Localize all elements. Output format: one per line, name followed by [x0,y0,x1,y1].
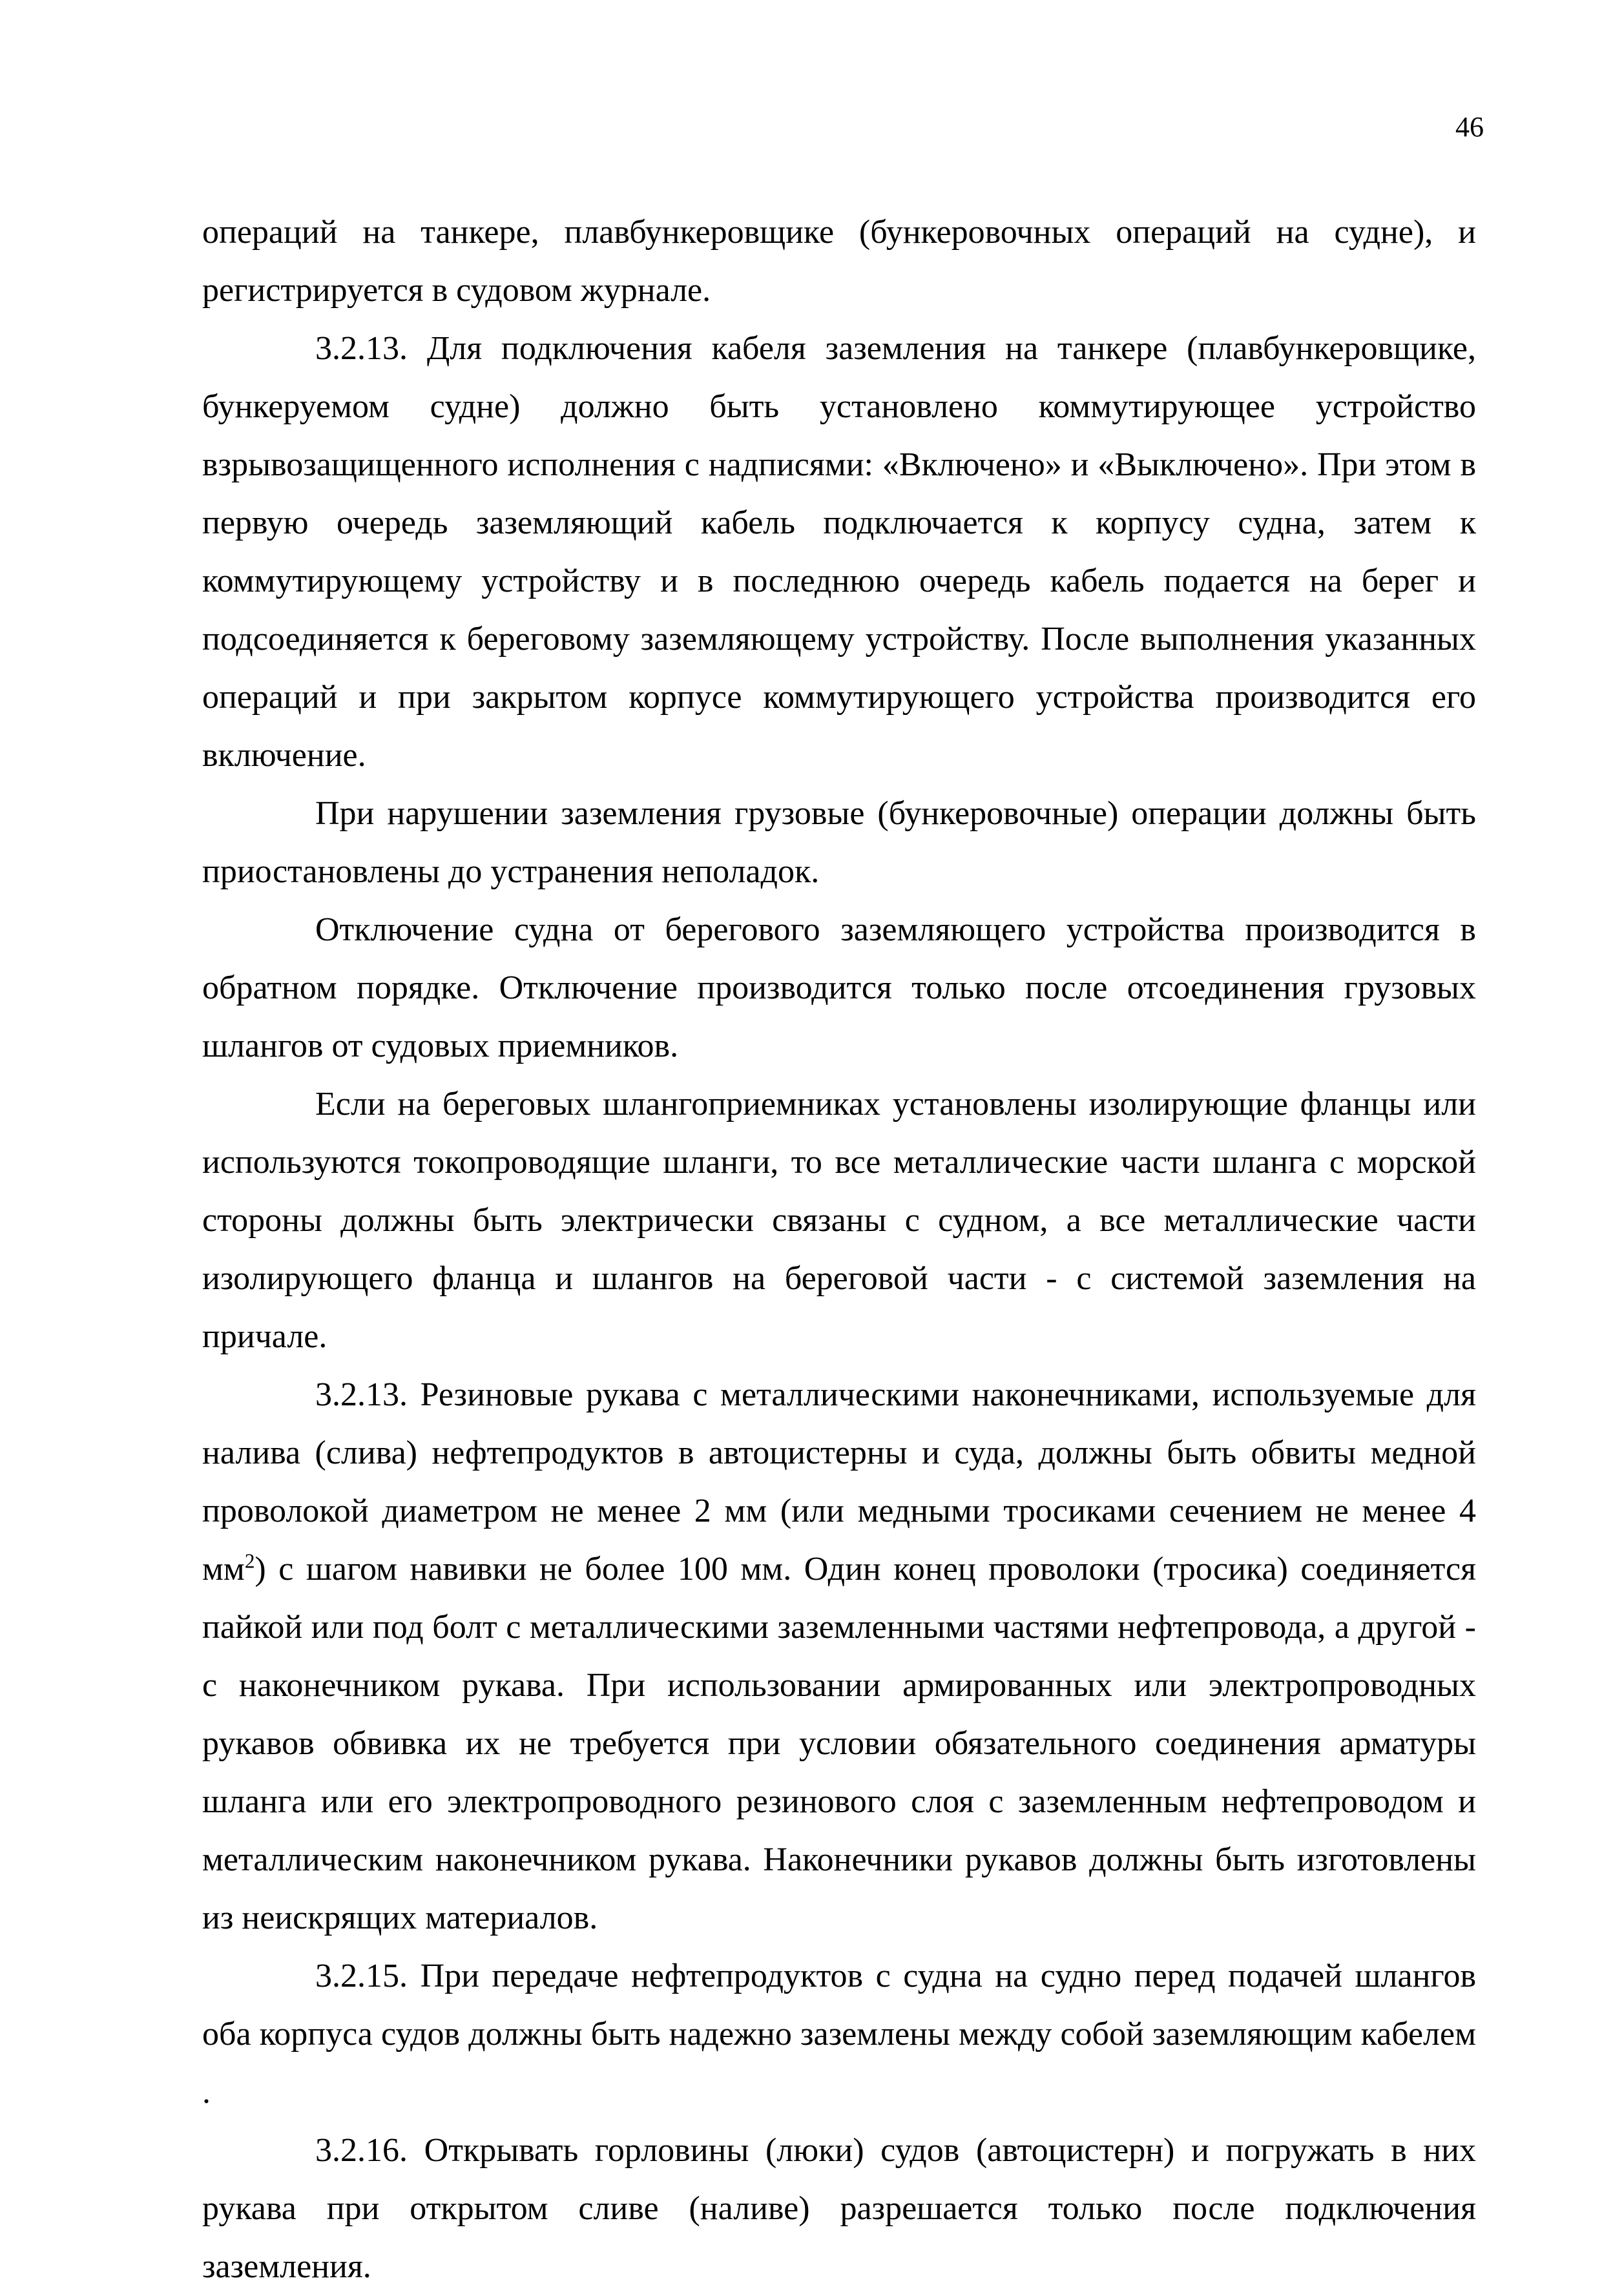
paragraph-3-2-15-ship-to-ship: 3.2.15. При передаче нефтепродуктов с судна на судно перед подачей шлангов оба корпуса судов должны быть надежно заземлены между собой заземляющим кабелем . [202,1958,1476,2111]
paragraph-3-2-13-grounding-cable: 3.2.13. Для подключения кабеля заземления на танкере (плавбункеровщике, бункеруемом судне) должно быть установлено коммутирующее устройство взрывозащищенного исполнения с надписями: «Включено» и «Выключено». При этом в первую очередь заземляющий кабель подключается к корпусу судна, затем к коммутирующему устройству и в последнюю очередь кабель подается на берег и подсоединяется к береговому заземляющему устройству. После выполнения указанных операций и при закрытом корпусе коммутирующего устройства производится его включение. [202,330,1476,774]
paragraph-3-2-16-hatches: 3.2.16. Открывать горловины (люки) судов (автоцистерн) и погружать в них рукава при открытом сливе (наливе) разрешается только после подключения заземления. [202,2132,1476,2285]
paragraph-insulating-flanges: Если на береговых шлангоприемниках установлены изолирующие фланцы или используются токопроводящие шланги, то все металлические части шланга с морской стороны должны быть электрически связаны с судном, а все металлические части изолирующего фланца и шлангов на береговой части - с системой заземления на причале. [202,1086,1476,1355]
paragraph-continuation: операций на танкере, плавбункеровщике (бункеровочных операций на судне), и регистрируется в судовом журнале. [202,214,1476,309]
paragraph-grounding-violation: При нарушении заземления грузовые (бункеровочные) операции должны быть приостановлены до устранения неполадок. [202,795,1476,890]
paragraph-3-2-13-rubber-hoses [202,1366,1476,1947]
superscript-squared: 2 [244,1549,255,1573]
paragraph-disconnection-order: Отключение судна от берегового заземляющего устройства производится в обратном порядке. Отключение производится только после отсоединения грузовых шлангов от судовых приемников. [202,911,1476,1064]
page-number: 46 [1455,111,1484,143]
document-body [202,203,1476,2296]
rubber-hoses-text-part-2: ) с шагом навивки не более 100 мм. Один конец проволоки (тросика) соединяется пайкой или под болт с металлическими заземленными частями нефтепровода, а другой - с наконечником рукава. При использовании армированных или электропроводных рукавов обвивка их не требуется при условии обязательного соединения арматуры шланга или его электропроводного резинового слоя с заземленным нефтепроводом и металлическим наконечником рукава. Наконечники рукавов должны быть изготовлены из неискрящих материалов. [202,1551,1476,1936]
rubber-hoses-text-part-1: 3.2.13. Резиновые рукава с металлическими наконечниками, используемые для налива (слива) нефтепродуктов в автоцистерны и суда, должны быть обвиты медной проволокой диаметром не менее 2 мм (или медными тросиками сечением не менее 4 мм [202,1376,1476,1588]
